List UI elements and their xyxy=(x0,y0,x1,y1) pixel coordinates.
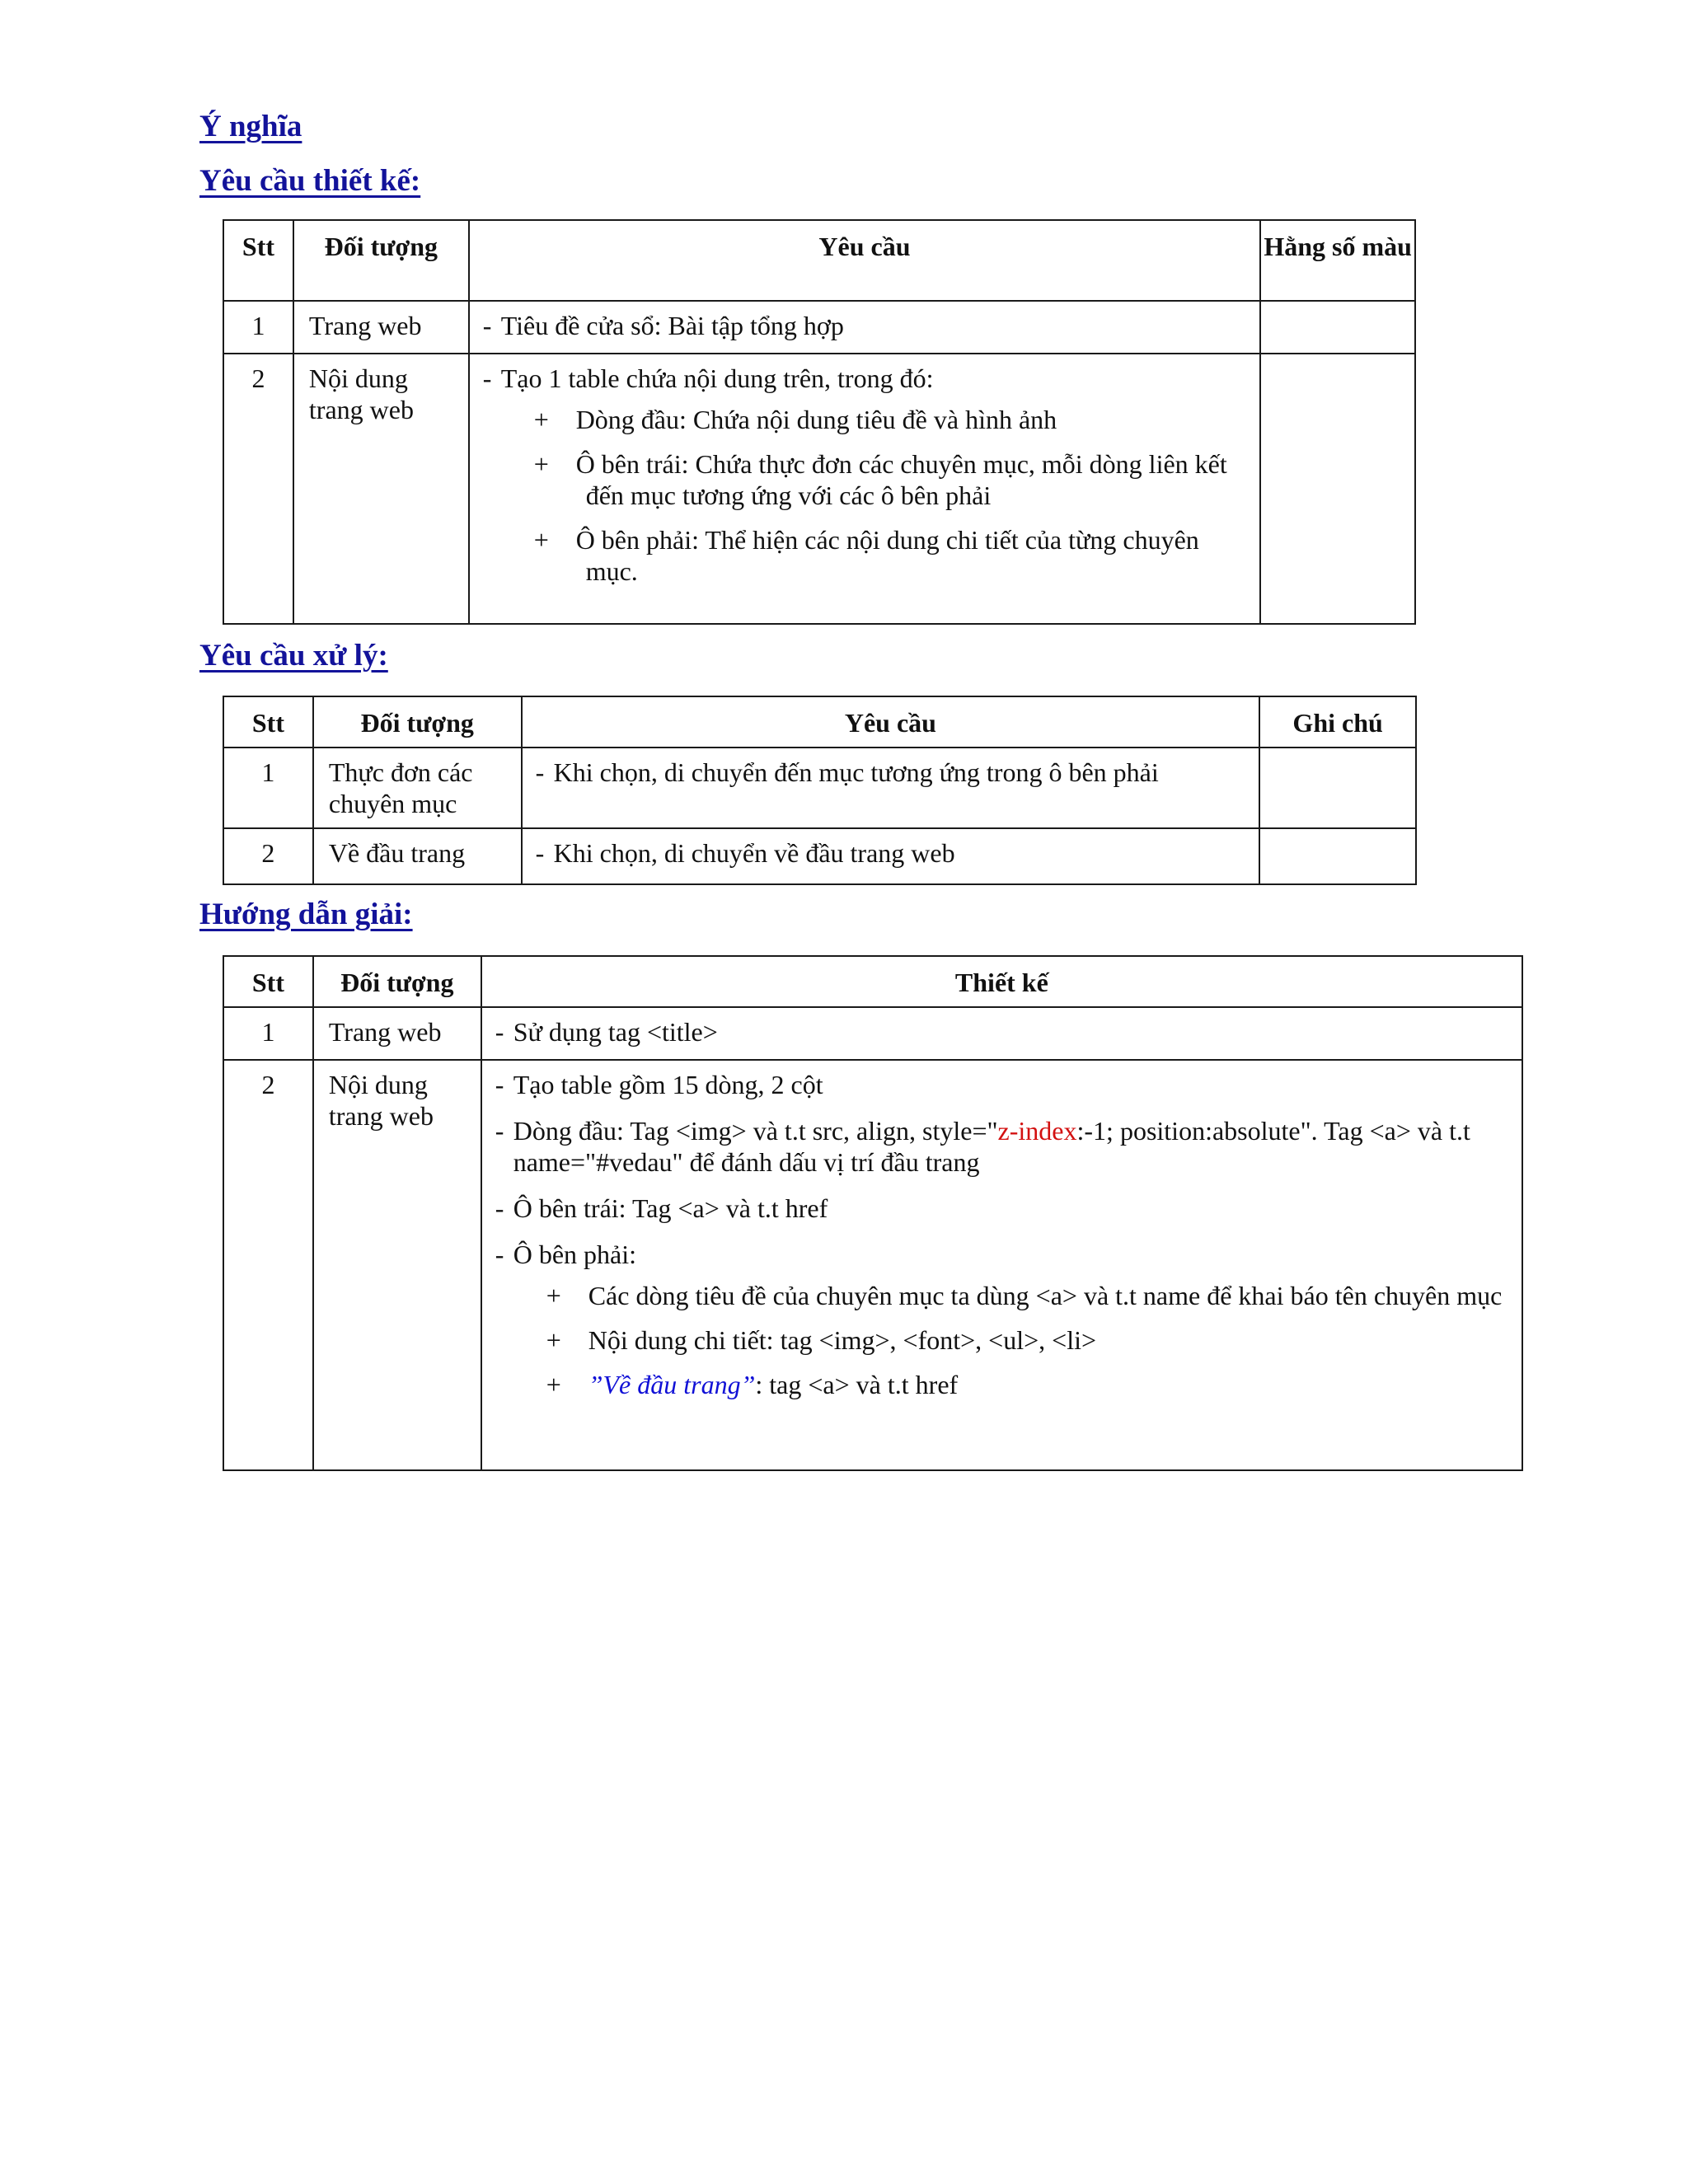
requirement-text: Tiêu đề cửa sổ: Bài tập tổng hợp xyxy=(500,311,844,340)
row-requirement xyxy=(469,354,1261,624)
sub-item-text: Các dòng tiêu đề của chuyên mục ta dùng <a> và t.t name để khai báo tên chuyên mục xyxy=(588,1281,1503,1310)
table-header-row xyxy=(223,220,1415,301)
processing-requirements-table xyxy=(223,696,1417,885)
heading-y-nghia: Ý nghĩa xyxy=(199,110,302,143)
heading-design-requirements: Yêu cầu thiết kế: xyxy=(199,164,421,198)
table-row xyxy=(223,301,1415,354)
row-requirement xyxy=(522,828,1260,884)
row-stt: 2 xyxy=(223,1060,313,1470)
row-object: Trang web xyxy=(293,301,469,354)
dash-bullet: - xyxy=(495,1240,504,1269)
row-object: Về đầu trang xyxy=(313,828,522,884)
row-stt: 2 xyxy=(223,828,313,884)
design-line xyxy=(495,1193,1508,1224)
plus-bullet: + xyxy=(546,1370,561,1399)
highlighted-back-to-top: ”Về đầu trang” xyxy=(588,1370,756,1399)
design-text: Ô bên trái: Tag <a> và t.t href xyxy=(513,1193,828,1223)
requirement-text: Tạo 1 table chứa nội dung trên, trong đó: xyxy=(500,363,934,393)
header-requirement: Yêu cầu xyxy=(469,220,1261,301)
dash-bullet: - xyxy=(495,1070,504,1099)
table-row xyxy=(223,828,1416,884)
header-object: Đối tượng xyxy=(313,956,481,1007)
requirement-text: Khi chọn, di chuyển về đầu trang web xyxy=(553,838,955,868)
header-design: Thiết kế xyxy=(481,956,1522,1007)
row-requirement xyxy=(469,301,1261,354)
heading-solution-guide: Hướng dẫn giải: xyxy=(199,898,413,931)
plus-bullet: + xyxy=(533,405,549,434)
dash-bullet: - xyxy=(495,1017,504,1047)
dash-bullet: - xyxy=(495,1116,504,1146)
row-stt: 1 xyxy=(223,301,293,354)
row-stt: 2 xyxy=(223,354,293,624)
highlighted-z-index: z-index xyxy=(997,1116,1077,1146)
plus-bullet: + xyxy=(546,1281,561,1310)
sub-item xyxy=(495,1280,1508,1311)
sub-item-text: Nội dung chi tiết: tag <img>, <font>, <ul>, <li> xyxy=(588,1325,1097,1355)
dash-bullet: - xyxy=(535,838,545,868)
header-object: Đối tượng xyxy=(313,696,522,748)
sub-item xyxy=(483,404,1247,435)
table-header-row xyxy=(223,956,1522,1007)
design-requirements-table xyxy=(223,219,1416,625)
design-line xyxy=(495,1016,1508,1047)
row-object: Trang web xyxy=(313,1007,481,1060)
requirement-text: Khi chọn, di chuyển đến mục tương ứng trong ô bên phải xyxy=(553,757,1159,787)
design-text-post: :-1; position:absolute". Tag <a> và t.t name="#vedau" để đánh dấu vị trí đầu trang xyxy=(513,1116,1470,1177)
header-color-constant: Hằng số màu xyxy=(1260,220,1415,301)
plus-bullet: + xyxy=(533,449,549,479)
design-text-pre: Dòng đầu: Tag <img> và t.t src, align, style=" xyxy=(513,1116,998,1146)
sub-item-text: Dòng đầu: Chứa nội dung tiêu đề và hình ảnh xyxy=(575,405,1057,434)
table-row xyxy=(223,748,1416,828)
header-stt: Stt xyxy=(223,220,293,301)
design-line xyxy=(495,1069,1508,1100)
table-row xyxy=(223,1007,1522,1060)
design-text: Tạo table gồm 15 dòng, 2 cột xyxy=(513,1070,823,1099)
row-object: Nội dung trang web xyxy=(293,354,469,624)
requirement-line xyxy=(483,310,1247,341)
row-design xyxy=(481,1007,1522,1060)
solution-guide-table xyxy=(223,955,1523,1471)
dash-bullet: - xyxy=(482,311,492,340)
dash-bullet: - xyxy=(482,363,492,393)
requirement-line xyxy=(483,363,1247,394)
row-object: Thực đơn các chuyên mục xyxy=(313,748,522,828)
sub-item-text: Ô bên phải: Thể hiện các nội dung chi tiết của từng chuyên mục. xyxy=(575,525,1199,586)
plus-bullet: + xyxy=(533,525,549,555)
sub-item xyxy=(495,1324,1508,1356)
sub-item-text: : tag <a> và t.t href xyxy=(755,1370,959,1399)
header-stt: Stt xyxy=(223,956,313,1007)
row-stt: 1 xyxy=(223,748,313,828)
requirement-line xyxy=(536,837,1246,869)
heading-processing-requirements: Yêu cầu xử lý: xyxy=(199,639,388,673)
row-note xyxy=(1259,828,1416,884)
design-line xyxy=(495,1115,1508,1178)
header-object: Đối tượng xyxy=(293,220,469,301)
row-color-constant xyxy=(1260,301,1415,354)
row-color-constant xyxy=(1260,354,1415,624)
header-stt: Stt xyxy=(223,696,313,748)
row-object: Nội dung trang web xyxy=(313,1060,481,1470)
table-header-row xyxy=(223,696,1416,748)
sub-item xyxy=(483,524,1247,587)
header-note: Ghi chú xyxy=(1259,696,1416,748)
row-stt: 1 xyxy=(223,1007,313,1060)
header-requirement: Yêu cầu xyxy=(522,696,1260,748)
plus-bullet: + xyxy=(546,1325,561,1355)
row-note xyxy=(1259,748,1416,828)
design-text: Sử dụng tag <title> xyxy=(513,1017,718,1047)
sub-item xyxy=(495,1369,1508,1400)
row-requirement xyxy=(522,748,1260,828)
dash-bullet: - xyxy=(535,757,545,787)
requirement-line xyxy=(536,757,1246,788)
dash-bullet: - xyxy=(495,1193,504,1223)
design-text: Ô bên phải: xyxy=(513,1240,636,1269)
sub-item-text: Ô bên trái: Chứa thực đơn các chuyên mục, mỗi dòng liên kết đến mục tương ứng với các ô bên phải xyxy=(575,449,1227,510)
row-design xyxy=(481,1060,1522,1470)
table-row xyxy=(223,1060,1522,1470)
design-line xyxy=(495,1239,1508,1270)
sub-item xyxy=(483,448,1247,511)
table-row xyxy=(223,354,1415,624)
